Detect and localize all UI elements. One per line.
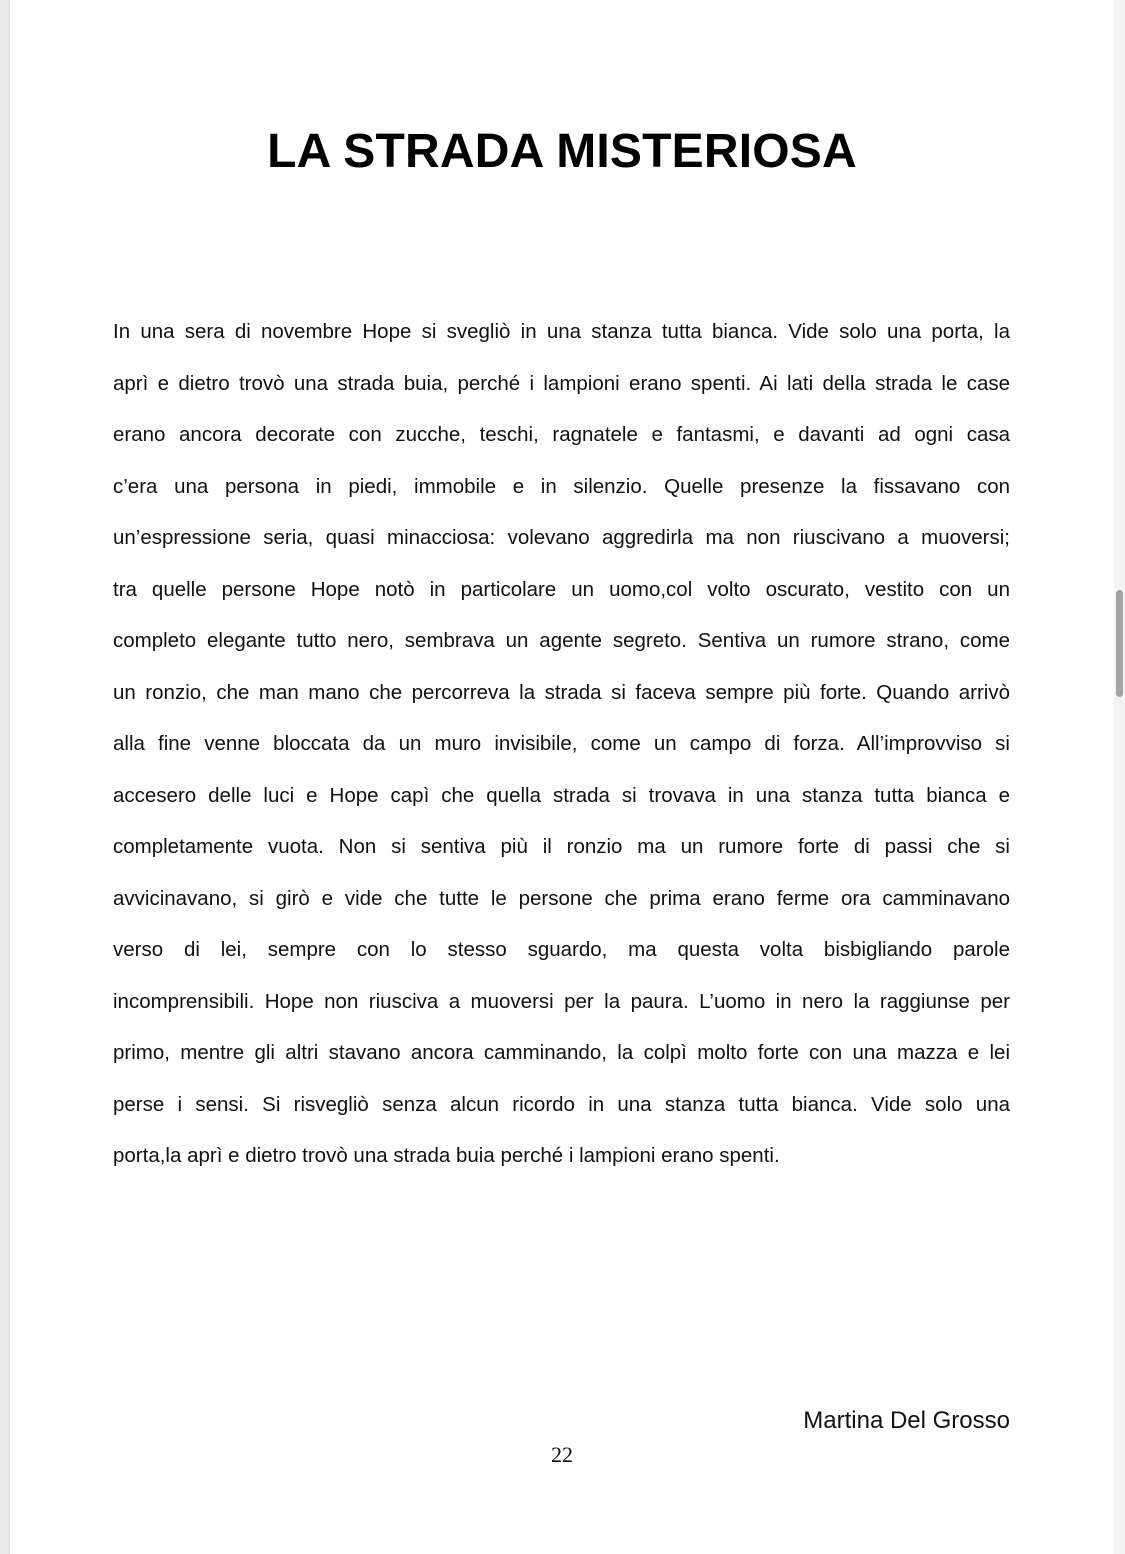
- paragraph-line: alla fine venne bloccata da un muro invisibile, come un campo di forza. All’improvviso si: [113, 732, 1010, 755]
- document-page: [10, 0, 1114, 1554]
- paragraph-line: erano ancora decorate con zucche, teschi, ragnatele e fantasmi, e davanti ad ogni casa: [113, 423, 1010, 446]
- story-body: [113, 311, 1010, 1187]
- scrollbar-thumb[interactable]: [1116, 590, 1123, 697]
- paragraph-line: un ronzio, che man mano che percorreva la strada si faceva sempre più forte. Quando arrivò: [113, 680, 1010, 704]
- paragraph-line: perse i sensi. Si risvegliò senza alcun ricordo in una stanza tutta bianca. Vide solo una: [113, 1092, 1010, 1116]
- page-number: 22: [551, 1442, 573, 1467]
- paragraph-line: verso di lei, sempre con lo stesso sguardo, ma questa volta bisbigliando parole: [113, 938, 1010, 961]
- paragraph-line: completo elegante tutto nero, sembrava un agente segreto. Sentiva un rumore strano, come: [113, 629, 1010, 652]
- vertical-scrollbar[interactable]: [1114, 0, 1125, 1554]
- paragraph-line: primo, mentre gli altri stavano ancora camminando, la colpì molto forte con una mazza e lei: [113, 1041, 1010, 1064]
- story-title: LA STRADA MISTERIOSA: [267, 125, 857, 178]
- paragraph-line: aprì e dietro trovò una strada buia, perché i lampioni erano spenti. Ai lati della strada le case: [113, 371, 1010, 395]
- paragraph-line: incomprensibili. Hope non riusciva a muoversi per la paura. L’uomo in nero la raggiunse per: [113, 989, 1010, 1013]
- paragraph-line: c’era una persona in piedi, immobile e in silenzio. Quelle presenze la fissavano con: [113, 474, 1010, 498]
- paragraph-line: tra quelle persone Hope notò in particolare un uomo,col volto oscurato, vestito con un: [113, 577, 1010, 601]
- paragraph-line: accesero delle luci e Hope capì che quella strada si trovava in una stanza tutta bianca e: [113, 783, 1010, 807]
- author-name: Martina Del Grosso: [803, 1407, 1010, 1434]
- paragraph-line: In una sera di novembre Hope si svegliò in una stanza tutta bianca. Vide solo una porta, la: [113, 320, 1010, 343]
- paragraph-line: avvicinavano, si girò e vide che tutte le persone che prima erano ferme ora camminavano: [113, 886, 1010, 910]
- paragraph-line: completamente vuota. Non si sentiva più il ronzio ma un rumore forte di passi che si: [113, 835, 1010, 858]
- paragraph-line: porta,la aprì e dietro trovò una strada buia perché i lampioni erano spenti.: [113, 1144, 780, 1167]
- paragraph-line: un’espressione seria, quasi minacciosa: volevano aggredirla ma non riuscivano a muoversi;: [113, 526, 1010, 549]
